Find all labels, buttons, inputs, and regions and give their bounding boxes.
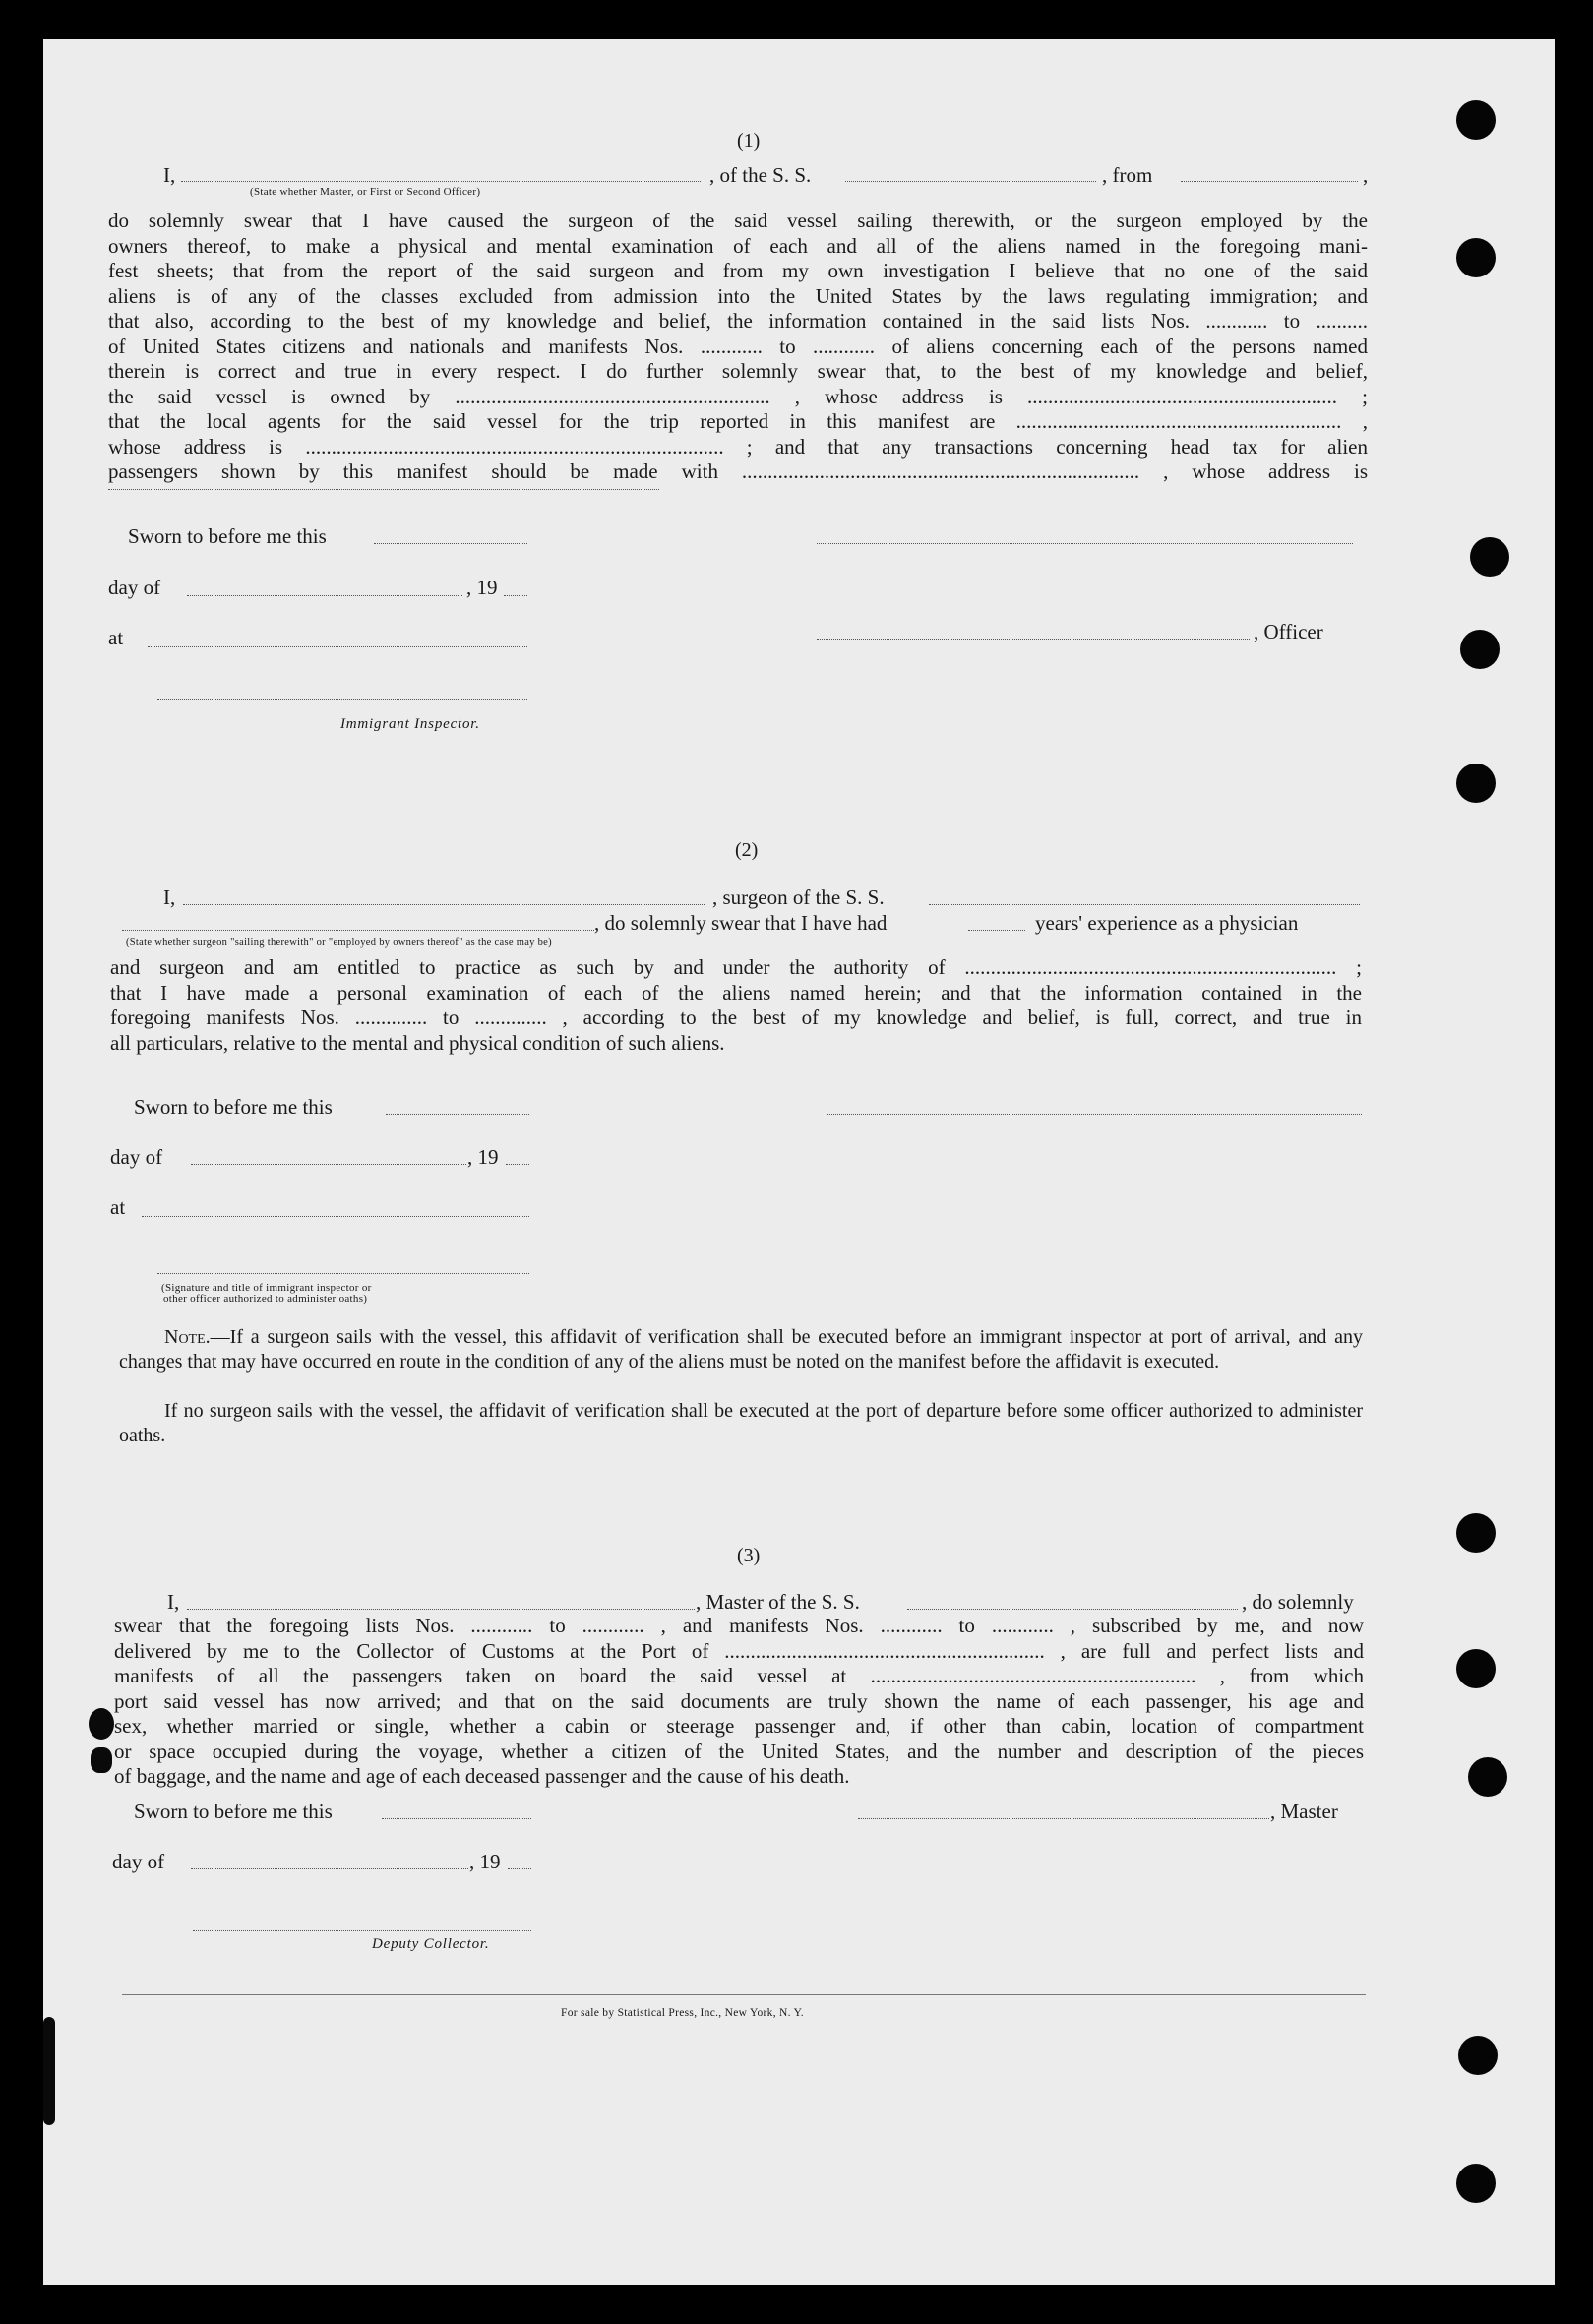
note-paragraph	[119, 1399, 1363, 1448]
note-text: If no surgeon sails with the vessel, the affidavit of verification shall be executed at the port of departure before some officer authorized to administer oaths.	[119, 1400, 1363, 1446]
signature-hint: (Signature and title of immigrant inspector or	[161, 1282, 372, 1294]
oath-line: of United States citizens and nationals and manifests Nos. ............ to ............ of aliens concerning each of the persons named	[108, 334, 1368, 358]
year-field[interactable]	[506, 1164, 529, 1165]
oath-line: manifests of all the passengers taken on board the said vessel at ............................................................... , from which	[114, 1664, 1364, 1687]
deputy-collector-caption: Deputy Collector.	[372, 1936, 490, 1952]
printer-imprint: For sale by Statistical Press, Inc., New York, N. Y.	[561, 2007, 804, 2019]
surgeon-oath-paragraph	[110, 955, 1362, 1056]
agent-address-field[interactable]	[108, 489, 659, 490]
day-of-label: day of	[108, 576, 161, 599]
ink-blot	[91, 1747, 112, 1773]
oath-line: whose address is ................................................................................. ; and that any transactions concerning head tax for alien	[108, 434, 1368, 459]
immigrant-inspector-caption: Immigrant Inspector.	[340, 716, 480, 732]
master-signature-field[interactable]	[817, 543, 1353, 544]
trailing-comma: ,	[1363, 163, 1369, 187]
binder-hole	[1456, 764, 1496, 803]
oath-i-label: I,	[167, 1590, 180, 1614]
footer-rule	[122, 1994, 1366, 1995]
master-vessel-field[interactable]	[907, 1609, 1238, 1610]
at-label: at	[108, 626, 124, 649]
binder-hole	[1456, 100, 1496, 140]
years-experience-label: years' experience as a physician	[1035, 911, 1299, 935]
day-of-label: day of	[112, 1850, 165, 1873]
section-number-3: (3)	[737, 1545, 761, 1566]
binder-hole	[1468, 1757, 1507, 1797]
surgeon-type-hint: (State whether surgeon "sailing therewith" or "employed by owners thereof" as the case may be)	[126, 937, 552, 948]
sworn-day-field[interactable]	[386, 1114, 529, 1115]
sworn-label: Sworn to before me this	[128, 524, 327, 548]
surgeon-type-field[interactable]	[122, 930, 594, 931]
inspector-signature-field[interactable]	[157, 699, 527, 700]
oath-line: fest sheets; that from the report of the said surgeon and from my own investigation I believe that no one of the said	[108, 259, 1368, 282]
ink-mark	[43, 2017, 55, 2125]
oath-line: therein is correct and true in every respect. I do further solemnly swear that, to the best of my knowledge and belief,	[108, 359, 1368, 383]
years-experience-field[interactable]	[968, 930, 1025, 931]
note-paragraph	[119, 1325, 1363, 1375]
binder-hole	[1456, 1513, 1496, 1553]
section-number-1: (1)	[737, 130, 761, 152]
month-field[interactable]	[191, 1164, 466, 1165]
oath-line: sex, whether married or single, whether a cabin or steerage passenger and, if other than cabin, location of compartment	[114, 1714, 1364, 1738]
oath-line: that the local agents for the said vessel for the trip reported in this manifest are ............................................................... ,	[108, 409, 1368, 433]
binder-hole	[1456, 2164, 1496, 2203]
month-field[interactable]	[191, 1868, 468, 1869]
oath-line: foregoing manifests Nos. .............. to .............. , according to the best of my knowledge and belief, is full, correct, and true in	[110, 1006, 1362, 1029]
at-label: at	[110, 1195, 126, 1219]
collector-signature-field[interactable]	[193, 1930, 531, 1931]
manifest-affidavit-page	[43, 39, 1555, 2285]
ink-blot	[89, 1708, 114, 1740]
surgeon-of-label: , surgeon of the S. S.	[712, 886, 885, 909]
surgeon-signature-field[interactable]	[827, 1114, 1362, 1115]
officer-label: , Officer	[1254, 620, 1323, 643]
binder-hole	[1456, 1649, 1496, 1688]
year-label: , 19	[467, 1145, 499, 1169]
sworn-label: Sworn to before me this	[134, 1800, 333, 1823]
oath-line: port said vessel has now arrived; and that on the said documents are truly shown the name of each passenger, his age and	[114, 1688, 1364, 1713]
master-final-oath-paragraph	[114, 1614, 1364, 1790]
oath-line: owners thereof, to make a physical and mental examination of each and all of the aliens named in the foregoing mani-	[108, 233, 1368, 258]
month-field[interactable]	[187, 595, 462, 596]
vessel-name-field[interactable]	[845, 181, 1096, 182]
officer-signature-field[interactable]	[817, 639, 1250, 640]
master-label: , Master	[1270, 1800, 1338, 1823]
binder-hole	[1456, 238, 1496, 277]
year-field[interactable]	[504, 595, 527, 596]
year-label: , 19	[466, 576, 498, 599]
oath-line: delivered by me to the Collector of Customs at the Port of .............................................................. , are full and perfect lists and	[114, 1638, 1364, 1663]
section-number-2: (2)	[735, 839, 759, 861]
oath-line: the said vessel is owned by ............................................................. , whose address is ............................................................ ;	[108, 384, 1368, 408]
sworn-day-field[interactable]	[374, 543, 527, 544]
note-label: Note.	[164, 1326, 211, 1348]
binder-hole	[1458, 2036, 1498, 2075]
note-text: —If a surgeon sails with the vessel, this affidavit of verification shall be executed before an immigrant inspector at port of arrival, and any changes that may have occurred en route in the condition of any of the aliens must be noted on the manifest before the affidavit is executed.	[119, 1326, 1363, 1373]
oath-i-label: I,	[163, 163, 176, 187]
binder-hole	[1460, 630, 1500, 669]
officer-title-field[interactable]	[181, 181, 701, 182]
place-field[interactable]	[148, 646, 527, 647]
oath-line: aliens is of any of the classes excluded from admission into the United States by the laws regulating immigration; and	[108, 283, 1368, 308]
master-oath-paragraph	[108, 209, 1368, 485]
inspector-signature-field[interactable]	[157, 1273, 529, 1274]
master-of-label: , Master of the S. S.	[696, 1590, 860, 1614]
surgeon-name-field[interactable]	[183, 904, 705, 905]
day-of-label: day of	[110, 1145, 163, 1169]
sworn-day-field[interactable]	[382, 1818, 531, 1819]
oath-line: of baggage, and the name and age of each deceased passenger and the cause of his death.	[114, 1764, 850, 1788]
year-field[interactable]	[508, 1868, 531, 1869]
master-final-signature-field[interactable]	[858, 1818, 1269, 1819]
oath-line: that I have made a personal examination of each of the aliens named herein; and that the information contained in the	[110, 980, 1362, 1005]
oath-i-label: I,	[163, 886, 176, 909]
oath-line: and surgeon and am entitled to practice as such by and under the authority of ........................................................................ ;	[110, 955, 1362, 979]
officer-title-hint: (State whether Master, or First or Second Officer)	[250, 186, 481, 198]
sworn-label: Sworn to before me this	[134, 1095, 333, 1119]
oath-line: all particulars, relative to the mental and physical condition of such aliens.	[110, 1030, 725, 1055]
signature-hint: other officer authorized to administer oaths)	[163, 1293, 368, 1305]
departure-port-field[interactable]	[1181, 181, 1358, 182]
from-label: , from	[1102, 163, 1153, 187]
place-field[interactable]	[142, 1216, 529, 1217]
oath-line: swear that the foregoing lists Nos. ............ to ............ , and manifests Nos. ............ to ............ , subscribed by me, and now	[114, 1614, 1364, 1637]
oath-line: passengers shown by this manifest should be made with ............................................................................. , whose address is	[108, 459, 1368, 483]
oath-line: do solemnly swear that I have caused the surgeon of the said vessel sailing therewith, or the surgeon employed by the	[108, 209, 1368, 232]
do-solemnly-label: , do solemnly	[1242, 1590, 1354, 1614]
surgeon-vessel-field[interactable]	[929, 904, 1360, 905]
oath-line: that also, according to the best of my knowledge and belief, the information contained in the said lists Nos. ............ to ..........	[108, 309, 1368, 333]
swear-line-label: , do solemnly swear that I have had	[594, 911, 888, 935]
oath-line: or space occupied during the voyage, whether a citizen of the United States, and the number and description of the pieces	[114, 1739, 1364, 1763]
master-name-field[interactable]	[187, 1609, 695, 1610]
year-label: , 19	[469, 1850, 501, 1873]
binder-hole	[1470, 537, 1509, 577]
of-the-ss-label: , of the S. S.	[709, 163, 812, 187]
